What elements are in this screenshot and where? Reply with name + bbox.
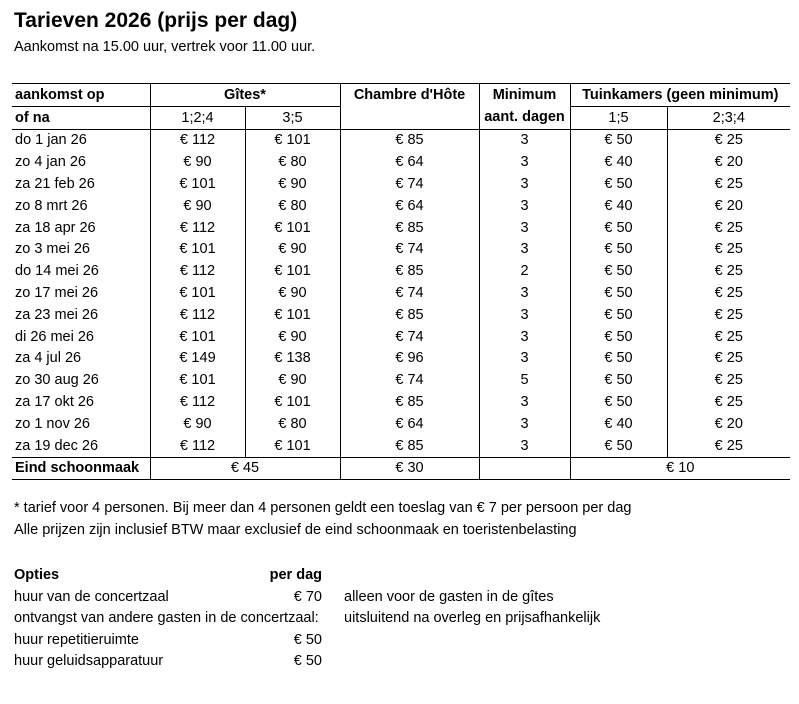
row-tuin-b: € 20 (667, 413, 790, 435)
row-tuin-a: € 50 (570, 217, 667, 239)
row-minimum: 3 (479, 282, 570, 304)
row-tuin-b: € 20 (667, 195, 790, 217)
option-label: ontvangst van andere gasten in de concertzaal: (14, 610, 319, 626)
row-minimum: 2 (479, 260, 570, 282)
row-tuin-a: € 50 (570, 129, 667, 151)
note-vat: Alle prijzen zijn inclusief BTW maar exclusief de eind schoonmaak en toeristenbelasting (14, 521, 577, 538)
row-gites-b: € 101 (245, 304, 340, 326)
row-tuin-a: € 50 (570, 369, 667, 391)
row-chambre: € 74 (340, 326, 479, 348)
row-minimum: 3 (479, 151, 570, 173)
row-tuin-a: € 50 (570, 435, 667, 457)
row-chambre: € 64 (340, 413, 479, 435)
row-gites-b: € 101 (245, 391, 340, 413)
row-gites-b: € 80 (245, 151, 340, 173)
row-tuin-b: € 25 (667, 282, 790, 304)
option-label: huur repetitieruimte (14, 631, 139, 648)
header-chambre: Chambre d'Hôte (340, 84, 479, 107)
row-tuin-b: € 25 (667, 239, 790, 261)
row-date: di 26 mei 26 (15, 328, 94, 345)
row-gites-b: € 101 (245, 260, 340, 282)
row-date: zo 4 jan 26 (15, 154, 86, 171)
row-chambre: € 74 (340, 282, 479, 304)
row-tuin-a: € 50 (570, 391, 667, 413)
row-date: za 4 jul 26 (15, 350, 82, 367)
option-note: alleen voor de gasten in de gîtes (344, 588, 554, 605)
row-tuin-b: € 25 (667, 435, 790, 457)
header-gites-sub-b: 3;5 (245, 106, 340, 129)
option-label: huur geluidsapparatuur (14, 653, 164, 669)
row-tuin-b: € 25 (667, 260, 790, 282)
table-row (12, 260, 790, 282)
row-date: za 19 dec 26 (15, 437, 99, 454)
row-minimum: 3 (479, 304, 570, 326)
row-minimum: 3 (479, 435, 570, 457)
row-minimum: 5 (479, 369, 570, 391)
row-gites-a: € 101 (150, 173, 245, 195)
row-gites-a: € 112 (150, 435, 245, 457)
header-gites: Gîtes* (150, 84, 340, 107)
row-gites-a: € 101 (150, 282, 245, 304)
row-tuin-a: € 50 (570, 260, 667, 282)
row-gites-b: € 90 (245, 173, 340, 195)
note-surcharge: * tarief voor 4 personen. Bij meer dan 4 personen geldt een toeslag van € 7 per persoon per dag (14, 500, 632, 516)
row-date: za 17 okt 26 (15, 394, 94, 411)
row-gites-b: € 90 (245, 326, 340, 348)
header-gites-sub-a: 1;2;4 (150, 106, 245, 129)
row-tuin-a: € 50 (570, 348, 667, 370)
row-gites-a: € 101 (150, 326, 245, 348)
row-gites-b: € 101 (245, 217, 340, 239)
row-tuin-b: € 25 (667, 391, 790, 413)
options-heading: Opties (14, 567, 60, 583)
row-gites-a: € 112 (150, 129, 245, 151)
row-chambre: € 74 (340, 369, 479, 391)
row-tuin-a: € 40 (570, 151, 667, 173)
row-gites-a: € 101 (150, 369, 245, 391)
row-chambre: € 64 (340, 151, 479, 173)
table-row (12, 195, 790, 217)
footer-row (12, 457, 790, 480)
row-minimum: 3 (479, 413, 570, 435)
row-tuin-a: € 50 (570, 326, 667, 348)
row-tuin-b: € 25 (667, 173, 790, 195)
row-tuin-a: € 40 (570, 195, 667, 217)
row-minimum: 3 (479, 239, 570, 261)
row-tuin-b: € 25 (667, 369, 790, 391)
row-date: do 1 jan 26 (15, 132, 87, 149)
footer-tuin: € 10 (570, 457, 790, 480)
row-chambre: € 85 (340, 129, 479, 151)
row-minimum: 3 (479, 391, 570, 413)
table-row (12, 173, 790, 195)
table-header-row-2 (12, 106, 790, 129)
row-minimum: 3 (479, 129, 570, 151)
option-price: € 70 (293, 588, 322, 605)
row-chambre: € 85 (340, 391, 479, 413)
row-tuin-a: € 50 (570, 304, 667, 326)
row-tuin-a: € 50 (570, 239, 667, 261)
table-row (12, 151, 790, 173)
row-date: zo 30 aug 26 (15, 372, 99, 389)
row-gites-a: € 101 (150, 239, 245, 261)
table-row (12, 282, 790, 304)
row-date: za 21 feb 26 (15, 176, 95, 193)
row-tuin-b: € 25 (667, 326, 790, 348)
row-gites-a: € 90 (150, 195, 245, 217)
option-label: huur van de concertzaal (14, 588, 169, 605)
header-chambre-empty (340, 106, 479, 129)
table-row (12, 435, 790, 457)
page-subtitle: Aankomst na 15.00 uur, vertrek voor 11.00 uur. (14, 39, 316, 55)
option-price: € 50 (293, 631, 322, 648)
table-row (12, 413, 790, 435)
table-row (12, 391, 790, 413)
row-minimum: 3 (479, 173, 570, 195)
footer-gites: € 45 (150, 457, 340, 480)
row-chambre: € 85 (340, 304, 479, 326)
table-row (12, 129, 790, 151)
row-gites-a: € 112 (150, 217, 245, 239)
row-minimum: 3 (479, 348, 570, 370)
footer-chambre: € 30 (340, 457, 479, 480)
option-price: € 50 (293, 653, 322, 669)
options-price-heading: per dag (269, 567, 322, 583)
row-date: zo 8 mrt 26 (15, 197, 88, 214)
row-gites-b: € 80 (245, 195, 340, 217)
table-row (12, 348, 790, 370)
row-chambre: € 64 (340, 195, 479, 217)
notes (14, 498, 631, 541)
header-minimum-bottom: aant. dagen (479, 106, 570, 129)
row-gites-b: € 90 (245, 282, 340, 304)
table-row (12, 217, 790, 239)
row-date: do 14 mei 26 (15, 263, 99, 280)
row-gites-a: € 112 (150, 260, 245, 282)
row-gites-b: € 101 (245, 129, 340, 151)
row-chambre: € 85 (340, 217, 479, 239)
row-gites-b: € 90 (245, 239, 340, 261)
header-tuin-sub-a: 1;5 (570, 106, 667, 129)
table-row (12, 326, 790, 348)
footer-label: Eind schoonmaak (12, 457, 150, 480)
row-gites-b: € 101 (245, 435, 340, 457)
row-tuin-b: € 25 (667, 304, 790, 326)
row-minimum: 3 (479, 195, 570, 217)
row-tuin-b: € 20 (667, 151, 790, 173)
row-tuin-a: € 40 (570, 413, 667, 435)
rates-table (12, 83, 790, 480)
header-tuin-sub-b: 2;3;4 (667, 106, 790, 129)
row-chambre: € 96 (340, 348, 479, 370)
row-chambre: € 85 (340, 435, 479, 457)
row-tuin-a: € 50 (570, 173, 667, 195)
row-tuin-b: € 25 (667, 217, 790, 239)
table-row (12, 304, 790, 326)
header-arrival-top: aankomst op (12, 84, 150, 107)
row-date: za 18 apr 26 (15, 219, 96, 236)
row-gites-a: € 90 (150, 151, 245, 173)
footer-minimum-empty (479, 457, 570, 480)
row-gites-b: € 90 (245, 369, 340, 391)
row-chambre: € 74 (340, 239, 479, 261)
row-minimum: 3 (479, 326, 570, 348)
option-note: uitsluitend na overleg en prijsafhankelijk (344, 610, 601, 626)
header-tuinkamers: Tuinkamers (geen minimum) (570, 84, 790, 107)
row-date: zo 3 mei 26 (15, 241, 90, 258)
header-minimum-top: Minimum (479, 84, 570, 107)
row-minimum: 3 (479, 217, 570, 239)
row-chambre: € 74 (340, 173, 479, 195)
header-arrival-bottom: of na (12, 106, 150, 129)
row-gites-b: € 138 (245, 348, 340, 370)
table-header-row-1 (12, 84, 790, 107)
table-row (12, 369, 790, 391)
row-gites-a: € 112 (150, 391, 245, 413)
row-tuin-a: € 50 (570, 282, 667, 304)
row-chambre: € 85 (340, 260, 479, 282)
row-tuin-b: € 25 (667, 348, 790, 370)
row-gites-a: € 90 (150, 413, 245, 435)
row-date: za 23 mei 26 (15, 306, 99, 323)
row-tuin-b: € 25 (667, 129, 790, 151)
row-date: zo 1 nov 26 (15, 415, 90, 432)
page-title: Tarieven 2026 (prijs per dag) (14, 9, 298, 32)
row-gites-b: € 80 (245, 413, 340, 435)
row-date: zo 17 mei 26 (15, 285, 99, 302)
row-gites-a: € 149 (150, 348, 245, 370)
table-row (12, 239, 790, 261)
row-gites-a: € 112 (150, 304, 245, 326)
